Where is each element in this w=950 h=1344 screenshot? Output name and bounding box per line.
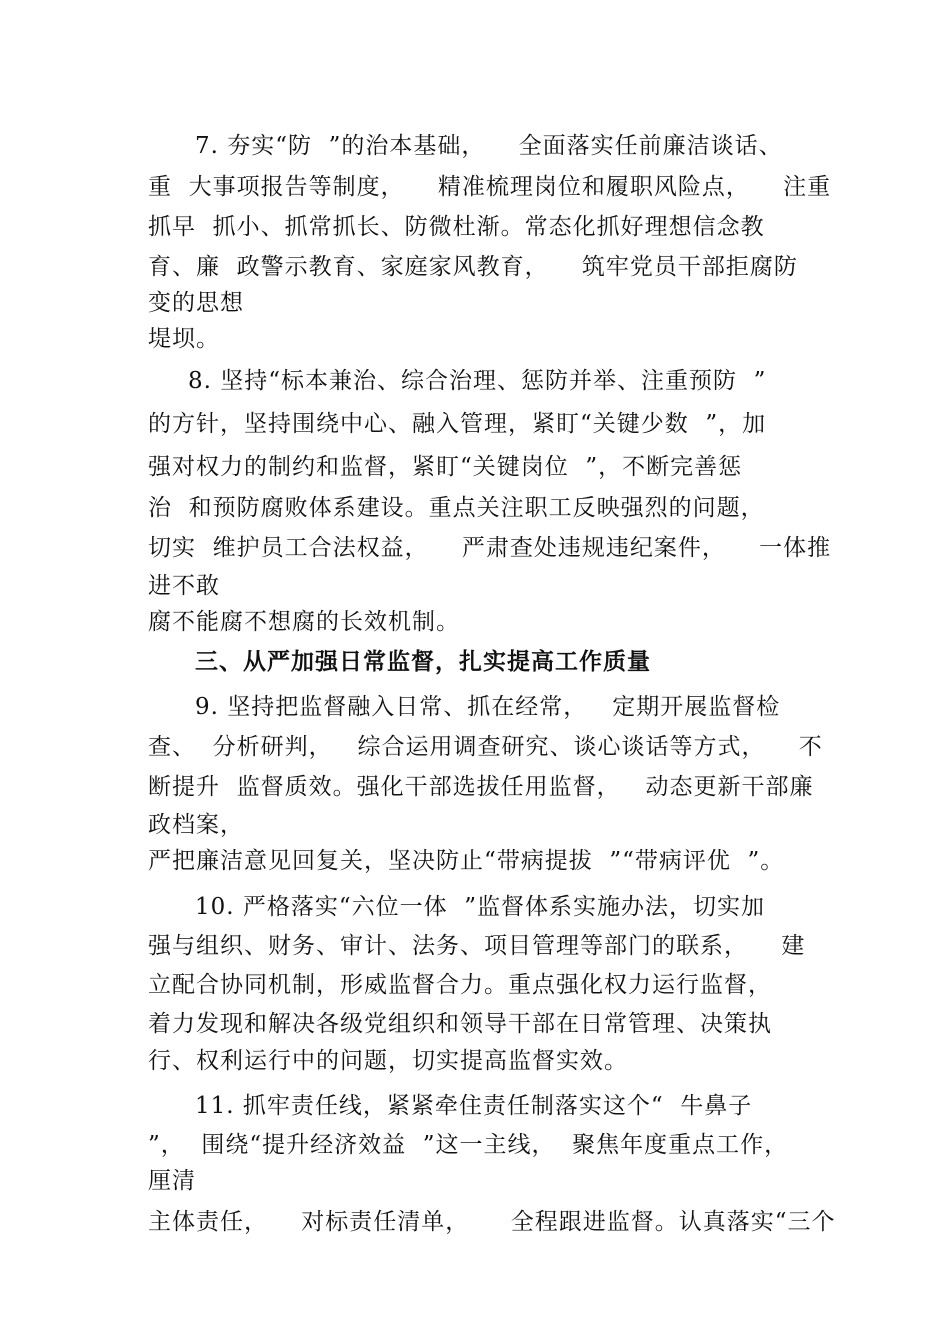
- paragraph-8-line-6: 进不敢: [148, 573, 220, 599]
- paragraph-11-line-2: ”， 围绕“提升经济效益 ”这一主线， 聚焦年度重点工作，: [148, 1132, 789, 1158]
- paragraph-8-line-1: 8. 坚持“标本兼治、综合治理、惩防并举、注重预防 ”: [188, 368, 767, 394]
- paragraph-7-line-3: 抓早 抓小、抓常抓长、防微杜渐。常态化抓好理想信念教: [148, 214, 765, 240]
- paragraph-7-line-4: 育、廉 政警示教育、家庭家风教育， 筑牢党员干部拒腐防: [148, 254, 798, 280]
- paragraph-7-line-2: 重 大事项报告等制度， 精准梳理岗位和履职风险点， 注重: [148, 174, 832, 200]
- paragraph-11-line-1: 11. 抓牢责任线，紧紧牵住责任制落实这个“ 牛鼻子: [195, 1093, 753, 1119]
- paragraph-9-line-4: 政档案，: [148, 812, 244, 838]
- paragraph-9-line-1: 9. 坚持把监督融入日常、抓在经常， 定期开展监督检: [195, 694, 781, 720]
- paragraph-8-line-4: 治 和预防腐败体系建设。重点关注职工反映强烈的问题，: [148, 495, 765, 521]
- paragraph-8-line-3: 强对权力的制约和监督，紧盯“关键岗位 ”，不断完善惩: [148, 454, 743, 480]
- paragraph-10-line-2: 强与组织、财务、审计、法务、项目管理等部门的联系， 建: [148, 933, 806, 959]
- paragraph-11-line-3: 厘清: [148, 1168, 196, 1194]
- paragraph-9-line-2: 查、 分析研判， 综合运用调查研究、谈心谈话等方式， 不: [148, 734, 823, 760]
- paragraph-10-line-5: 行、权利运行中的问题，切实提高监督实效。: [148, 1048, 628, 1074]
- paragraph-9-line-5: 严把廉洁意见回复关，坚决防止“带病提拔 ”“带病评优 ”。: [148, 848, 785, 874]
- paragraph-9-line-3: 断提升 监督质效。强化干部选拔任用监督， 动态更新干部廉: [148, 774, 814, 800]
- paragraph-10-line-1: 10. 严格落实“六位一体 ”监督体系实施办法，切实加: [195, 894, 766, 920]
- paragraph-7-line-1: 7. 夯实“防 ”的治本基础， 全面落实任前廉洁谈话、: [195, 133, 783, 159]
- paragraph-8-line-5: 切实 维护员工合法权益， 严肃查处违规违纪案件， 一体推: [148, 535, 832, 561]
- paragraph-8-line-2: 的方针，坚持围绕中心、融入管理，紧盯“关键少数 ”，加: [148, 411, 767, 437]
- paragraph-7-line-5: 变的思想: [148, 290, 244, 316]
- paragraph-10-line-3: 立配合协同机制，形威监督合力。重点强化权力运行监督，: [148, 972, 772, 998]
- paragraph-10-line-4: 着力发现和解决各级党组织和领导干部在日常管理、决策执: [148, 1011, 772, 1037]
- paragraph-11-line-4: 主体责任， 对标责任清单， 全程跟进监督。认真落实“三个: [148, 1209, 836, 1235]
- paragraph-8-line-7: 腐不能腐不想腐的长效机制。: [148, 609, 460, 635]
- section-heading: 三、从严加强日常监督，扎实提高工作质量: [195, 649, 651, 675]
- paragraph-7-line-6: 堤坝。: [148, 326, 220, 352]
